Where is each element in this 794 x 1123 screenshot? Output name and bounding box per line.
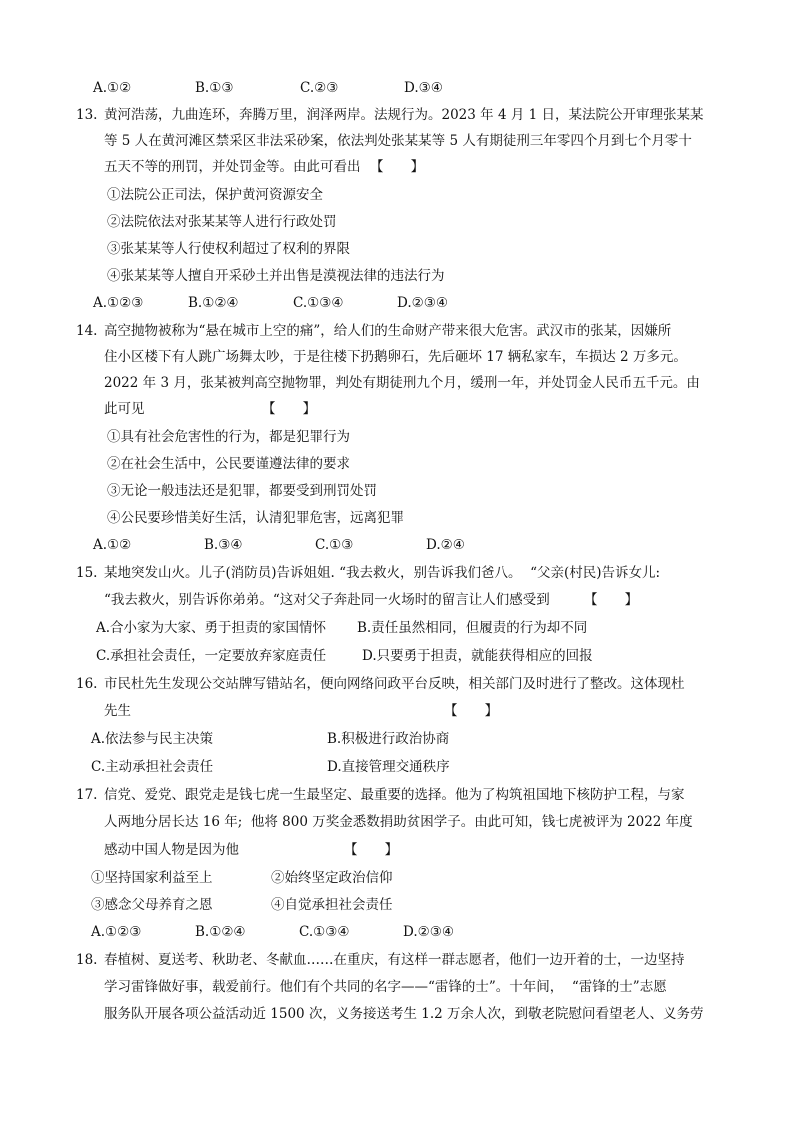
q17-stem-line: 感动中国人物是因为他 [104, 842, 239, 858]
q17-option-c: C.①③④ [299, 924, 350, 940]
q12-option-a: A.①② [93, 80, 132, 96]
q16-stem-line: 先生 [104, 703, 131, 719]
q14-option-b: B.③④ [204, 537, 243, 553]
q13-option-b: B.①②④ [188, 295, 239, 311]
q14-statement: ④公民要珍惜美好生活，认清犯罪危害，远离犯罪 [107, 510, 404, 526]
q18-stem-line: 春植树、夏送考、秋助老、冬献血……在重庆，有这样一群志愿者，他们一边开着的士，一边坚持 [104, 952, 685, 968]
q17-answer-bracket: 【 】 [344, 842, 401, 858]
q18-number: 18. [76, 952, 98, 968]
q15-stem-line: “我去救火，别告诉你弟弟。“这对父子奔赴同一火场时的留言让人们感受到 [104, 592, 550, 608]
q16-answer-bracket: 【 】 [444, 703, 501, 719]
q15-option-d: D.只要勇于担责，就能获得相应的回报 [362, 648, 593, 664]
q13-stem-line: 等 5 人在黄河滩区禁采区非法采砂案，依法判处张某某等 5 人有期徒刑三年零四个月到七个月零十 [104, 133, 692, 149]
q15-option-b: B.责任虽然相同，但履责的行为却不同 [357, 620, 588, 636]
q13-number: 13. [76, 107, 98, 123]
q14-stem-line: 住小区楼下有人跳广场舞太吵，于是往楼下扔鹅卵石，先后砸坏 17 辆私家车，车损达 2 万多元。 [104, 349, 687, 365]
q17-statement: ④自觉承担社会责任 [271, 897, 393, 913]
q16-option-d: D.直接管理交通秩序 [327, 759, 450, 775]
q14-stem-line: 此可见 [104, 401, 145, 417]
q14-option-d: D.②④ [426, 537, 465, 553]
q13-option-a: A.①②③ [93, 295, 144, 311]
q16-stem-line: 市民杜先生发现公交站牌写错站名，便向网络问政平台反映，相关部门及时进行了整改。这体现杜 [104, 676, 685, 692]
q14-stem-line: 2022 年 3 月，张某被判高空抛物罪，判处有期徒刑九个月，缓刑一年，并处罚金人民币五千元。由 [104, 375, 700, 391]
q17-statement: ③感念父母养育之恩 [91, 897, 213, 913]
q14-statement: ②在社会生活中，公民要谨遵法律的要求 [107, 456, 350, 472]
q13-answer-bracket: 【 】 [370, 159, 427, 175]
q17-statement: ①坚持国家利益至上 [91, 870, 213, 886]
q18-stem-line: 服务队开展各项公益活动近 1500 次，义务接送考生 1.2 万余人次，到敬老院慰问看望老人、义务劳 [104, 1006, 704, 1022]
q12-option-c: C.②③ [300, 80, 339, 96]
q13-statement: ②法院依法对张某某等人进行行政处罚 [107, 214, 337, 230]
q16-option-c: C.主动承担社会责任 [91, 759, 214, 775]
q13-stem-line: 五天不等的刑罚，并处罚金等。由此可看出 [104, 159, 361, 175]
q17-stem-line: 人两地分居长达 16 年; 他将 800 万奖金悉数捐助贫困学子。由此可知，钱七虎被评为 2022 年度 [104, 814, 693, 830]
q13-option-c: C.①③④ [293, 295, 344, 311]
q14-option-c: C.①③ [315, 537, 354, 553]
q15-option-a: A.合小家为大家、勇于担责的家国情怀 [96, 620, 327, 636]
q14-statement: ③无论一般违法还是犯罪，都要受到刑罚处罚 [107, 483, 377, 499]
q17-option-a: A.①②③ [91, 924, 142, 940]
q17-number: 17. [76, 787, 98, 803]
q13-option-d: D.②③④ [397, 295, 448, 311]
q16-option-a: A.依法参与民主决策 [91, 731, 214, 747]
q15-option-c: C.承担社会责任，一定要放弃家庭责任 [96, 648, 327, 664]
q13-statement: ①法院公正司法，保护黄河资源安全 [107, 187, 323, 203]
q13-statement: ④张某某等人擅自开采砂土并出售是漠视法律的违法行为 [107, 268, 445, 284]
q14-stem-line: 高空抛物被称为“悬在城市上空的痛”，给人们的生命财产带来很大危害。武汉市的张某，因嫌所 [104, 323, 672, 339]
q12-option-b: B.①③ [195, 80, 234, 96]
q17-option-b: B.①②④ [195, 924, 246, 940]
q17-option-d: D.②③④ [403, 924, 454, 940]
q12-option-d: D.③④ [404, 80, 443, 96]
q14-answer-bracket: 【 】 [262, 401, 319, 417]
q17-statement: ②始终坚定政治信仰 [271, 870, 393, 886]
q14-number: 14. [76, 323, 98, 339]
q15-number: 15. [76, 565, 98, 581]
q14-option-a: A.①② [93, 537, 132, 553]
q17-stem-line: 信党、爱党、跟党走是钱七虎一生最坚定、最重要的选择。他为了构筑祖国地下核防护工程，与家 [104, 787, 685, 803]
q13-stem-line: 黄河浩荡，九曲连环，奔腾万里，润泽两岸。法规行为。2023 年 4 月 1 日，某法院公开审理张某某 [104, 107, 704, 123]
q18-stem-line: 学习雷锋做好事，载爱前行。他们有个共同的名字——“雷锋的士”。十年间， “雷锋的士”志愿 [104, 979, 667, 995]
q13-statement: ③张某某等人行使权利超过了权利的界限 [107, 241, 350, 257]
q15-answer-bracket: 【 】 [584, 592, 641, 608]
q15-stem-line: 某地突发山火。儿子(消防员)告诉姐姐. “我去救火，别告诉我们爸八。 “父亲(村民)告诉女儿: [104, 565, 661, 581]
q16-option-b: B.积极进行政治协商 [327, 731, 450, 747]
q16-number: 16. [76, 676, 98, 692]
q14-statement: ①具有社会危害性的行为，都是犯罪行为 [107, 429, 350, 445]
